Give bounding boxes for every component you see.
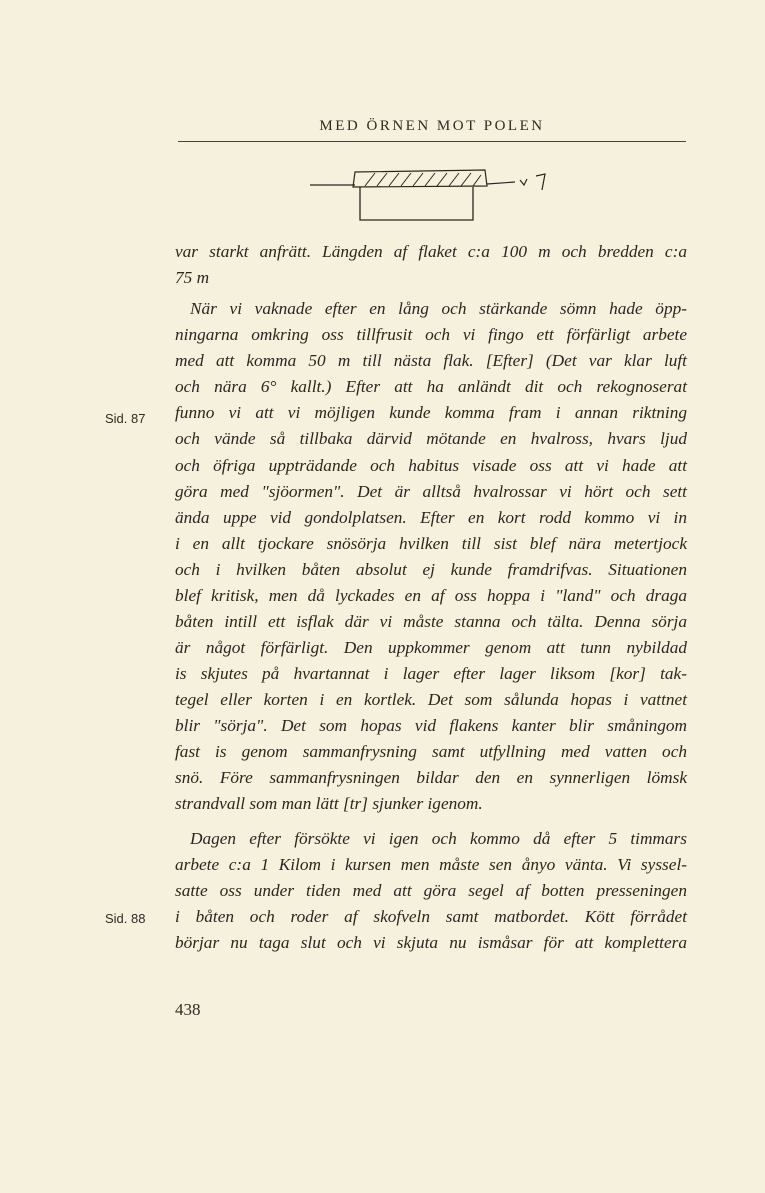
text-line: och nära 6° kallt.) Efter att ha anländt dit och rekognoserat: [175, 377, 687, 396]
text-line: i en allt tjockare snösörja hvilken till sist blef nära metertjock: [175, 534, 687, 553]
ice-floe-sketch: [305, 160, 565, 230]
text-line: med att komma 50 m till nästa flak. [Efter] (Det var klar luft: [175, 351, 687, 370]
margin-ref: Sid. 87: [105, 411, 146, 426]
text-line: börjar nu taga slut och vi skjuta nu ismåsar för att komplettera: [175, 933, 687, 952]
text-line: funno vi att vi möjligen kunde komma fram i annan riktning: [175, 403, 687, 422]
text-line: i båten och roder af skofveln samt matbordet. Kött förrådet: [175, 907, 687, 926]
text-line: strandvall som man lätt [tr] sjunker igenom.: [175, 794, 483, 813]
text-line: is skjutes på hvartannat i lager efter lager liksom [kor] tak-: [175, 664, 687, 683]
text-line: är något förfärligt. Den uppkommer genom att tunn nybildad: [175, 638, 687, 657]
margin-ref: Sid. 88: [105, 911, 146, 926]
page-number: 438: [175, 1000, 201, 1019]
text-line: och i hvilken båten absolut ej kunde framdrifvas. Situationen: [175, 560, 687, 579]
text-line: snö. Före sammanfrysningen bildar den en synnerligen lömsk: [175, 768, 687, 787]
text-line: ända uppe vid gondolplatsen. Efter en kort rodd kommo vi in: [175, 508, 687, 527]
text-line: När vi vaknade efter en lång och stärkande sömn hade öpp-: [190, 299, 687, 318]
text-line: arbete c:a 1 Kilom i kursen men måste sen ånyo vänta. Vi syssel-: [175, 855, 687, 874]
text-line: och vände så tillbaka därvid mötande en hvalross, hvars ljud: [175, 429, 687, 448]
text-line: var starkt anfrätt. Längden af flaket c:a 100 m och bredden c:a: [175, 242, 687, 261]
text-line: blef kritisk, men då lyckades en af oss hoppa i "land" och draga: [175, 586, 687, 605]
text-line: fast is genom sammanfrysning samt utfyllning med vatten och: [175, 742, 687, 761]
text-line: båten intill ett isflak där vi måste stanna och tälta. Denna sörja: [175, 612, 687, 631]
text-line: blir "sörja". Det som hopas vid flakens kanter blir småningom: [175, 716, 687, 735]
header-rule: [178, 141, 686, 142]
text-line: ningarna omkring oss tillfrusit och vi fingo ett förfärligt arbete: [175, 325, 687, 344]
text-line: Dagen efter försökte vi igen och kommo då efter 5 timmars: [190, 829, 687, 848]
text-line: göra med "sjöormen". Det är alltså hvalrossar vi hört och sett: [175, 482, 687, 501]
text-line: och öfriga uppträdande och habitus visade oss att vi hade att: [175, 456, 687, 475]
text-line: 75 m: [175, 268, 210, 287]
running-header: MED ÖRNEN MOT POLEN: [319, 118, 545, 134]
text-line: satte oss under tiden med att göra segel af botten presseningen: [175, 881, 687, 900]
text-line: tegel eller korten i en kortlek. Det som sålunda hopas i vattnet: [175, 690, 687, 709]
